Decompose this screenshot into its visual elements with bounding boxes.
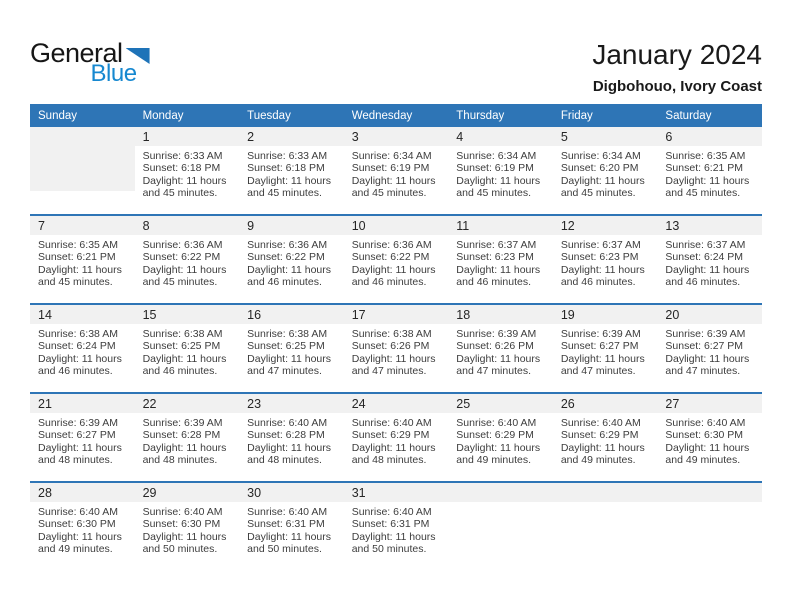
- calendar-body: [30, 127, 762, 568]
- day-cell-5: [553, 127, 658, 214]
- day-cell-14: [30, 305, 135, 392]
- day-daylight-line1: Daylight: 11 hours: [142, 441, 227, 454]
- day-sunrise: Sunrise: 6:39 AM: [665, 328, 746, 340]
- day-sunset: Sunset: 6:25 PM: [142, 340, 221, 353]
- week-row: [30, 214, 762, 303]
- day-cell-25: [448, 394, 553, 481]
- day-number: 23: [239, 394, 344, 413]
- day-sunrise: Sunrise: 6:40 AM: [38, 506, 118, 518]
- day-daylight-line2: and 47 minutes.: [247, 365, 322, 378]
- day-sunrise: Sunrise: 6:40 AM: [560, 417, 641, 429]
- day-daylight-line1: Daylight: 11 hours: [247, 174, 331, 187]
- day-cell-28: [30, 483, 135, 568]
- day-sunrise: Sunrise: 6:33 AM: [142, 150, 223, 162]
- day-daylight-line1: Daylight: 11 hours: [351, 174, 436, 187]
- day-cell-4: [448, 127, 553, 214]
- week-row: [30, 303, 762, 392]
- day-number: 31: [344, 483, 449, 502]
- day-details: [344, 502, 449, 556]
- day-number: 7: [30, 216, 135, 235]
- day-sunset: Sunset: 6:24 PM: [665, 251, 744, 264]
- day-daylight-line1: Daylight: 11 hours: [247, 352, 331, 365]
- week-row: [30, 481, 762, 568]
- day-daylight-line1: Daylight: 11 hours: [560, 352, 645, 365]
- day-daylight-line1: Daylight: 11 hours: [351, 263, 436, 276]
- day-details: [344, 235, 449, 289]
- day-number: 14: [30, 305, 135, 324]
- day-details: [553, 146, 658, 200]
- day-cell-21: [30, 394, 135, 481]
- day-details: [30, 235, 135, 289]
- day-cell-17: [344, 305, 449, 392]
- day-daylight-line2: and 45 minutes.: [247, 187, 322, 200]
- day-cell-6: [657, 127, 762, 214]
- day-details: [448, 413, 553, 467]
- day-details: [239, 146, 344, 200]
- day-details: [657, 413, 762, 467]
- day-number: 6: [657, 127, 762, 146]
- day-daylight-line1: Daylight: 11 hours: [456, 263, 541, 276]
- day-number: 1: [135, 127, 240, 146]
- day-sunrise: Sunrise: 6:34 AM: [560, 150, 641, 162]
- day-details: [553, 324, 658, 378]
- day-cell-10: [344, 216, 449, 303]
- day-daylight-line1: Daylight: 11 hours: [351, 352, 436, 365]
- weekday-label-saturday: Saturday: [665, 109, 712, 122]
- weekday-label-thursday: Thursday: [456, 109, 505, 122]
- day-details: [135, 146, 240, 200]
- day-sunrise: Sunrise: 6:40 AM: [351, 506, 432, 518]
- day-daylight-line1: Daylight: 11 hours: [351, 441, 436, 454]
- day-daylight-line2: and 47 minutes.: [560, 365, 636, 378]
- day-daylight-line1: Daylight: 11 hours: [142, 530, 227, 543]
- day-details: [344, 146, 449, 200]
- day-sunset: Sunset: 6:30 PM: [38, 518, 116, 531]
- day-daylight-line2: and 46 minutes.: [456, 276, 531, 289]
- day-daylight-line2: and 49 minutes.: [456, 454, 531, 467]
- weekday-label-sunday: Sunday: [38, 109, 78, 122]
- day-sunset: Sunset: 6:31 PM: [247, 518, 325, 531]
- weekday-label-monday: Monday: [142, 109, 184, 122]
- day-cell-13: [657, 216, 762, 303]
- day-details: [135, 235, 240, 289]
- day-sunrise: Sunrise: 6:40 AM: [665, 417, 746, 429]
- day-daylight-line2: and 46 minutes.: [247, 276, 322, 289]
- day-daylight-line1: Daylight: 11 hours: [38, 352, 122, 365]
- day-number: 10: [344, 216, 449, 235]
- logo-text-general: General: [30, 38, 123, 68]
- day-sunset: Sunset: 6:24 PM: [38, 340, 116, 353]
- day-daylight-line2: and 48 minutes.: [351, 454, 427, 467]
- day-sunset: Sunset: 6:29 PM: [560, 429, 639, 442]
- day-sunset: Sunset: 6:22 PM: [247, 251, 325, 264]
- day-cell-22: [135, 394, 240, 481]
- title-block: [592, 38, 762, 95]
- day-daylight-line1: Daylight: 11 hours: [38, 530, 122, 543]
- day-daylight-line1: Daylight: 11 hours: [560, 174, 645, 187]
- day-cell-11: [448, 216, 553, 303]
- day-sunset: Sunset: 6:29 PM: [351, 429, 430, 442]
- general-blue-logo: [30, 40, 150, 86]
- day-details: [30, 324, 135, 378]
- day-daylight-line1: Daylight: 11 hours: [560, 263, 645, 276]
- day-daylight-line1: Daylight: 11 hours: [38, 441, 122, 454]
- day-number: 25: [448, 394, 553, 413]
- day-daylight-line1: Daylight: 11 hours: [142, 352, 227, 365]
- day-daylight-line1: Daylight: 11 hours: [665, 352, 750, 365]
- day-sunset: Sunset: 6:18 PM: [142, 162, 221, 175]
- day-details: [135, 413, 240, 467]
- day-cell-15: [135, 305, 240, 392]
- day-details: [448, 146, 553, 200]
- day-cell-27: [657, 394, 762, 481]
- month-title: January 2024: [592, 39, 762, 70]
- day-number: 16: [239, 305, 344, 324]
- day-sunrise: Sunrise: 6:40 AM: [351, 417, 432, 429]
- day-daylight-line2: and 46 minutes.: [560, 276, 636, 289]
- day-sunrise: Sunrise: 6:35 AM: [38, 239, 118, 251]
- day-sunrise: Sunrise: 6:38 AM: [351, 328, 432, 340]
- day-cell-8: [135, 216, 240, 303]
- day-number: 5: [553, 127, 658, 146]
- day-sunrise: Sunrise: 6:40 AM: [247, 506, 328, 518]
- day-sunset: Sunset: 6:23 PM: [560, 251, 639, 264]
- day-daylight-line1: Daylight: 11 hours: [665, 263, 750, 276]
- day-sunrise: Sunrise: 6:37 AM: [665, 239, 746, 251]
- day-cell-1: [135, 127, 240, 214]
- day-number: 9: [239, 216, 344, 235]
- weekday-label-friday: Friday: [560, 109, 593, 122]
- day-sunrise: Sunrise: 6:35 AM: [665, 150, 746, 162]
- day-cell-18: [448, 305, 553, 392]
- day-sunrise: Sunrise: 6:36 AM: [351, 239, 432, 251]
- day-daylight-line2: and 47 minutes.: [665, 365, 741, 378]
- day-number: 26: [553, 394, 658, 413]
- day-daylight-line2: and 45 minutes.: [142, 187, 218, 200]
- day-sunset: Sunset: 6:27 PM: [560, 340, 639, 353]
- day-daylight-line1: Daylight: 11 hours: [456, 441, 541, 454]
- day-number: 27: [657, 394, 762, 413]
- day-details: [344, 324, 449, 378]
- day-details: [135, 502, 240, 556]
- weekday-label-tuesday: Tuesday: [247, 109, 291, 122]
- day-cell-19: [553, 305, 658, 392]
- day-daylight-line1: Daylight: 11 hours: [142, 263, 227, 276]
- day-number: 8: [135, 216, 240, 235]
- day-sunrise: Sunrise: 6:40 AM: [247, 417, 328, 429]
- day-cell-7: [30, 216, 135, 303]
- day-cell-20: [657, 305, 762, 392]
- day-daylight-line2: and 45 minutes.: [142, 276, 218, 289]
- day-sunrise: Sunrise: 6:37 AM: [560, 239, 641, 251]
- day-details: [239, 502, 344, 556]
- day-sunrise: Sunrise: 6:40 AM: [456, 417, 537, 429]
- week-row: [30, 392, 762, 481]
- day-sunrise: Sunrise: 6:37 AM: [456, 239, 537, 251]
- day-sunrise: Sunrise: 6:39 AM: [456, 328, 537, 340]
- day-number-band: [553, 483, 658, 502]
- day-sunset: Sunset: 6:19 PM: [456, 162, 534, 175]
- day-details: [344, 413, 449, 467]
- location-subtitle: Digbohouo, Ivory Coast: [592, 78, 762, 95]
- day-daylight-line2: and 45 minutes.: [351, 187, 427, 200]
- day-daylight-line2: and 45 minutes.: [560, 187, 636, 200]
- day-sunrise: Sunrise: 6:38 AM: [142, 328, 223, 340]
- day-number-band: [657, 483, 762, 502]
- weekday-label-wednesday: Wednesday: [351, 109, 413, 122]
- day-daylight-line1: Daylight: 11 hours: [456, 352, 541, 365]
- day-daylight-line2: and 46 minutes.: [351, 276, 427, 289]
- empty-cell-fill: [30, 146, 135, 191]
- day-sunset: Sunset: 6:30 PM: [665, 429, 744, 442]
- day-details: [448, 235, 553, 289]
- day-daylight-line1: Daylight: 11 hours: [560, 441, 645, 454]
- day-number: 24: [344, 394, 449, 413]
- day-sunset: Sunset: 6:23 PM: [456, 251, 534, 264]
- day-details: [135, 324, 240, 378]
- day-sunset: Sunset: 6:26 PM: [351, 340, 430, 353]
- day-cell-31: [344, 483, 449, 568]
- day-daylight-line2: and 46 minutes.: [38, 365, 113, 378]
- day-sunrise: Sunrise: 6:36 AM: [142, 239, 223, 251]
- day-cell-24: [344, 394, 449, 481]
- day-sunset: Sunset: 6:21 PM: [665, 162, 744, 175]
- day-daylight-line1: Daylight: 11 hours: [142, 174, 227, 187]
- empty-day-cell: [553, 483, 658, 568]
- day-daylight-line1: Daylight: 11 hours: [247, 263, 331, 276]
- day-daylight-line1: Daylight: 11 hours: [351, 530, 436, 543]
- day-daylight-line2: and 48 minutes.: [38, 454, 113, 467]
- day-cell-9: [239, 216, 344, 303]
- day-number: 11: [448, 216, 553, 235]
- day-number: 30: [239, 483, 344, 502]
- day-daylight-line1: Daylight: 11 hours: [247, 530, 331, 543]
- day-sunrise: Sunrise: 6:36 AM: [247, 239, 328, 251]
- day-daylight-line2: and 49 minutes.: [665, 454, 741, 467]
- day-daylight-line1: Daylight: 11 hours: [665, 174, 750, 187]
- day-cell-3: [344, 127, 449, 214]
- day-sunset: Sunset: 6:21 PM: [38, 251, 116, 264]
- day-cell-16: [239, 305, 344, 392]
- day-details: [239, 235, 344, 289]
- day-sunrise: Sunrise: 6:39 AM: [560, 328, 641, 340]
- day-sunset: Sunset: 6:22 PM: [351, 251, 430, 264]
- day-number: 28: [30, 483, 135, 502]
- day-daylight-line2: and 46 minutes.: [665, 276, 741, 289]
- day-sunrise: Sunrise: 6:34 AM: [456, 150, 537, 162]
- day-details: [30, 502, 135, 556]
- day-daylight-line2: and 45 minutes.: [38, 276, 113, 289]
- day-daylight-line2: and 50 minutes.: [142, 543, 218, 556]
- day-details: [448, 324, 553, 378]
- day-number: 29: [135, 483, 240, 502]
- empty-day-cell: [30, 127, 135, 214]
- empty-day-cell: [657, 483, 762, 568]
- day-daylight-line2: and 50 minutes.: [247, 543, 322, 556]
- day-sunset: Sunset: 6:27 PM: [38, 429, 116, 442]
- day-daylight-line2: and 49 minutes.: [38, 543, 113, 556]
- day-cell-23: [239, 394, 344, 481]
- day-number: 17: [344, 305, 449, 324]
- day-number: 21: [30, 394, 135, 413]
- day-daylight-line2: and 49 minutes.: [560, 454, 636, 467]
- day-sunset: Sunset: 6:26 PM: [456, 340, 534, 353]
- day-daylight-line2: and 48 minutes.: [142, 454, 218, 467]
- day-sunset: Sunset: 6:27 PM: [665, 340, 744, 353]
- day-sunrise: Sunrise: 6:39 AM: [38, 417, 118, 429]
- day-details: [553, 413, 658, 467]
- day-daylight-line2: and 47 minutes.: [351, 365, 427, 378]
- day-daylight-line2: and 50 minutes.: [351, 543, 427, 556]
- day-sunrise: Sunrise: 6:34 AM: [351, 150, 432, 162]
- day-sunrise: Sunrise: 6:33 AM: [247, 150, 328, 162]
- day-daylight-line2: and 46 minutes.: [142, 365, 218, 378]
- day-number: 13: [657, 216, 762, 235]
- day-number: 22: [135, 394, 240, 413]
- day-number-band: [30, 127, 135, 146]
- day-number: 3: [344, 127, 449, 146]
- day-cell-30: [239, 483, 344, 568]
- day-number-band: [448, 483, 553, 502]
- empty-day-cell: [448, 483, 553, 568]
- day-sunrise: Sunrise: 6:38 AM: [247, 328, 328, 340]
- day-number: 19: [553, 305, 658, 324]
- day-sunset: Sunset: 6:30 PM: [142, 518, 221, 531]
- day-cell-26: [553, 394, 658, 481]
- day-cell-29: [135, 483, 240, 568]
- day-number: 2: [239, 127, 344, 146]
- logo-text-blue: Blue: [90, 60, 137, 87]
- day-daylight-line1: Daylight: 11 hours: [38, 263, 122, 276]
- day-number: 15: [135, 305, 240, 324]
- day-daylight-line2: and 48 minutes.: [247, 454, 322, 467]
- day-details: [657, 146, 762, 200]
- day-sunset: Sunset: 6:29 PM: [456, 429, 534, 442]
- week-row: [30, 127, 762, 214]
- day-sunset: Sunset: 6:28 PM: [247, 429, 325, 442]
- day-sunset: Sunset: 6:20 PM: [560, 162, 639, 175]
- day-sunset: Sunset: 6:19 PM: [351, 162, 430, 175]
- day-sunset: Sunset: 6:25 PM: [247, 340, 325, 353]
- day-daylight-line1: Daylight: 11 hours: [665, 441, 750, 454]
- day-sunrise: Sunrise: 6:38 AM: [38, 328, 118, 340]
- day-sunrise: Sunrise: 6:40 AM: [142, 506, 223, 518]
- day-sunset: Sunset: 6:18 PM: [247, 162, 325, 175]
- day-number: 18: [448, 305, 553, 324]
- day-sunrise: Sunrise: 6:39 AM: [142, 417, 223, 429]
- weekday-header-row: [30, 104, 762, 127]
- day-daylight-line2: and 47 minutes.: [456, 365, 531, 378]
- day-cell-12: [553, 216, 658, 303]
- day-details: [239, 413, 344, 467]
- day-details: [239, 324, 344, 378]
- day-details: [657, 324, 762, 378]
- day-sunset: Sunset: 6:31 PM: [351, 518, 430, 531]
- day-details: [553, 235, 658, 289]
- day-number: 12: [553, 216, 658, 235]
- day-details: [30, 413, 135, 467]
- day-daylight-line1: Daylight: 11 hours: [247, 441, 331, 454]
- day-sunset: Sunset: 6:28 PM: [142, 429, 221, 442]
- day-daylight-line2: and 45 minutes.: [665, 187, 741, 200]
- day-daylight-line1: Daylight: 11 hours: [456, 174, 541, 187]
- day-details: [657, 235, 762, 289]
- calendar-table: [30, 104, 762, 568]
- day-number: 4: [448, 127, 553, 146]
- day-sunset: Sunset: 6:22 PM: [142, 251, 221, 264]
- day-number: 20: [657, 305, 762, 324]
- day-daylight-line2: and 45 minutes.: [456, 187, 531, 200]
- day-cell-2: [239, 127, 344, 214]
